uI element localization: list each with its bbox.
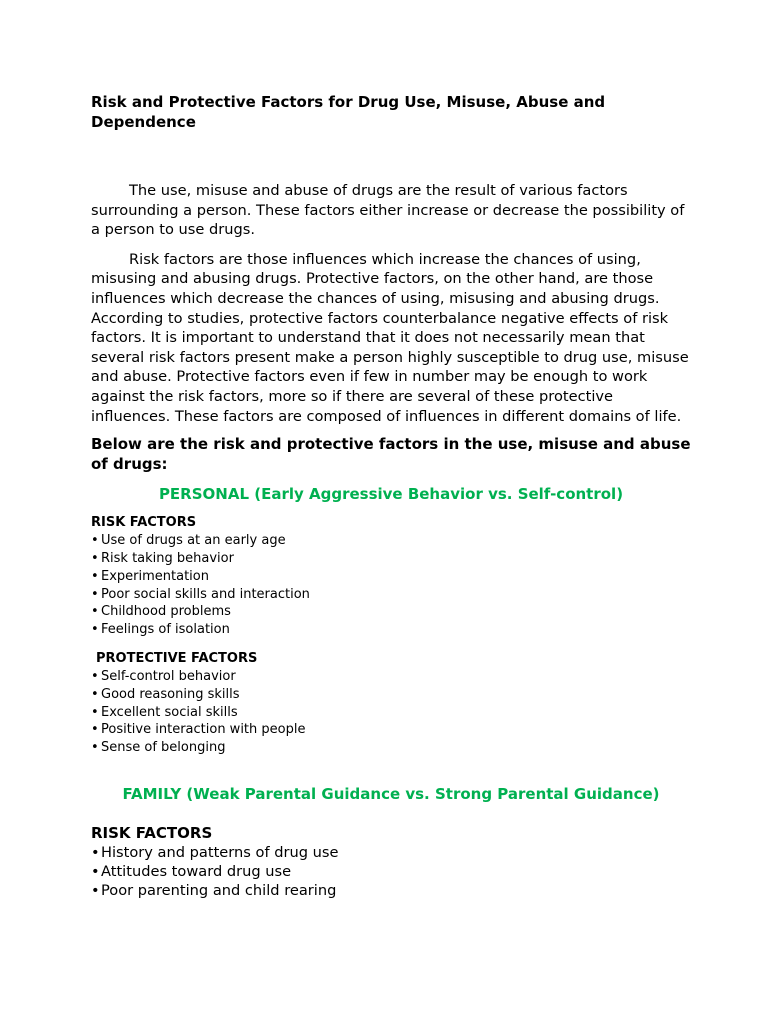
- list-item: • Use of drugs at an early age: [91, 533, 286, 549]
- document-page: [91, 92, 691, 901]
- document-title: Risk and Protective Factors for Drug Use, Misuse, Abuse and Dependence: [91, 93, 606, 131]
- personal-section-heading: PERSONAL (Early Aggressive Behavior vs. Self-control): [158, 485, 624, 504]
- personal-risk-list: [91, 532, 691, 639]
- bullet-icon: •: [91, 704, 99, 720]
- personal-protective-list: [91, 668, 691, 757]
- list-item: •Poor parenting and child rearing: [91, 882, 337, 900]
- list-item: • Poor social skills and interaction: [91, 586, 310, 602]
- list-item: •Attitudes toward drug use: [91, 863, 292, 881]
- list-item: • Good reasoning skills: [91, 686, 240, 702]
- intro-paragraph: The use, misuse and abuse of drugs are the result of various factors surrounding a person. These factors either increase or decrease the possibility of a person to use drugs.: [91, 182, 685, 239]
- bullet-icon: •: [91, 604, 99, 620]
- list-item: • Experimentation: [91, 568, 209, 584]
- bullet-icon: •: [91, 533, 99, 549]
- list-item: • Childhood problems: [91, 604, 231, 620]
- list-item: • Risk taking behavior: [91, 550, 234, 566]
- family-section-heading: FAMILY (Weak Parental Guidance vs. Strong Parental Guidance): [122, 784, 660, 803]
- list-item: • Feelings of isolation: [91, 622, 230, 638]
- bullet-icon: •: [91, 550, 99, 566]
- list-item: • Excellent social skills: [91, 704, 238, 720]
- personal-protective-label: PROTECTIVE FACTORS: [96, 650, 258, 666]
- list-item: •History and patterns of drug use: [91, 843, 339, 861]
- bullet-icon: •: [91, 622, 99, 638]
- bullet-icon: •: [91, 586, 99, 602]
- bullet-icon: •: [91, 843, 100, 861]
- bullet-icon: •: [91, 863, 100, 881]
- list-item: • Sense of belonging: [91, 740, 226, 756]
- family-risk-label: RISK FACTORS: [91, 823, 213, 842]
- bullet-icon: •: [91, 686, 99, 702]
- list-item: • Positive interaction with people: [91, 722, 306, 738]
- family-risk-list: [91, 843, 691, 901]
- bullet-icon: •: [91, 882, 100, 900]
- list-intro: Below are the risk and protective factors in the use, misuse and abuse of drugs:: [91, 435, 691, 474]
- risk-protective-paragraph: Risk factors are those influences which increase the chances of using, misusing and abusing drugs. Protective factors, on the other hand, are those influences which decrease the chances of using, misusing and abusing drugs. According to studies, protective factors counterbalance negative effects of risk factors. It is important to understand that it does not necessarily mean that several risk factors present make a person highly susceptible to drug use, misuse and abuse. Protective factors even if few in number may be enough to work against the risk factors, more so if there are several of these protective influences. These factors are composed of influences in different domains of life.: [91, 250, 689, 425]
- bullet-icon: •: [91, 722, 99, 738]
- bullet-icon: •: [91, 568, 99, 584]
- bullet-icon: •: [91, 668, 99, 684]
- personal-risk-label: RISK FACTORS: [91, 515, 197, 531]
- list-item: • Self-control behavior: [91, 668, 236, 684]
- bullet-icon: •: [91, 740, 99, 756]
